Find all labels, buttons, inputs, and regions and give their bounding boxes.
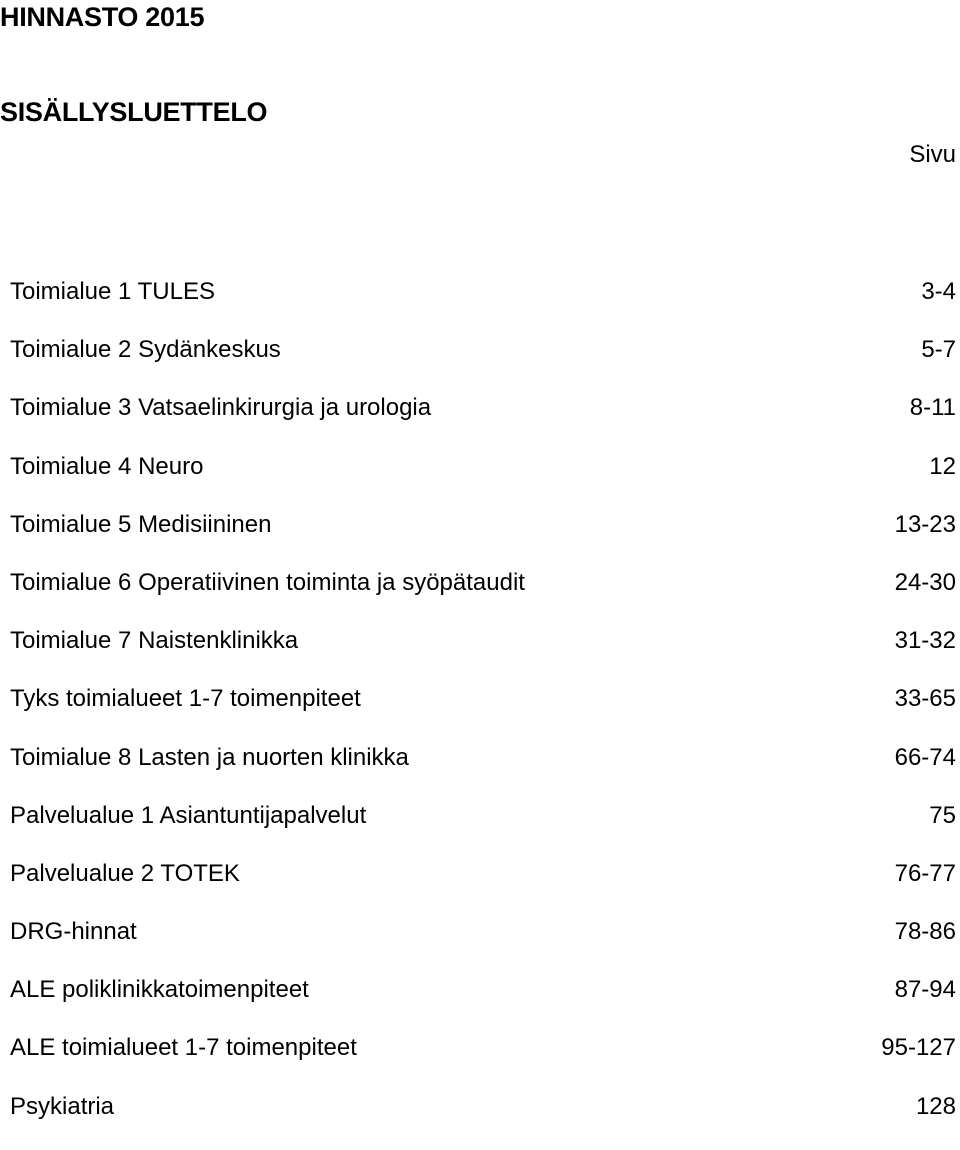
- toc-entry-title: Toimialue 2 Sydänkeskus: [10, 336, 281, 364]
- toc-entry-title: Toimialue 4 Neuro: [10, 452, 204, 480]
- toc-entry-pages: 75: [929, 801, 956, 829]
- toc-entry-title: Toimialue 8 Lasten ja nuorten klinikka: [10, 743, 409, 771]
- toc-entry-pages: 66-74: [894, 743, 956, 771]
- toc-entry-pages: 78-86: [894, 918, 956, 946]
- toc-entry-pages: 8-11: [909, 394, 956, 422]
- toc-entry-title: Palvelualue 2 TOTEK: [10, 859, 240, 887]
- page-column-label: Sivu: [909, 141, 956, 168]
- toc-list: [10, 277, 956, 1150]
- toc-entry: [10, 393, 956, 451]
- toc-entry-pages: 87-94: [894, 976, 956, 1004]
- toc-heading: SISÄLLYSLUETTELO: [0, 97, 268, 127]
- toc-entry-pages: 13-23: [894, 510, 956, 538]
- toc-entry-title: Toimialue 7 Naistenklinikka: [10, 627, 299, 655]
- toc-entry: [10, 801, 956, 859]
- document-title: HINNASTO 2015: [0, 2, 205, 32]
- toc-entry: [10, 917, 956, 975]
- toc-entry-pages: 76-77: [894, 859, 956, 887]
- toc-entry-title: Toimialue 3 Vatsaelinkirurgia ja urologia: [10, 394, 432, 422]
- toc-entry-pages: 95-127: [881, 1034, 956, 1062]
- toc-entry-pages: 33-65: [894, 685, 956, 713]
- toc-entry-title: Toimialue 1 TULES: [10, 278, 215, 305]
- toc-entry-title: Tyks toimialueet 1-7 toimenpiteet: [10, 685, 361, 713]
- toc-entry: [10, 975, 956, 1033]
- toc-entry: [10, 684, 956, 742]
- toc-entry: [10, 1033, 956, 1091]
- toc-entry: [10, 510, 956, 568]
- toc-entry-pages: 12: [929, 452, 956, 480]
- toc-entry-pages: 5-7: [921, 336, 956, 364]
- toc-entry-title: ALE poliklinikkatoimenpiteet: [10, 976, 309, 1004]
- toc-entry-pages: 3-4: [921, 278, 956, 305]
- toc-entry: [10, 568, 956, 626]
- toc-entry: [10, 743, 956, 801]
- toc-entry-title: DRG-hinnat: [10, 918, 137, 946]
- toc-entry: [10, 626, 956, 684]
- toc-entry: [10, 277, 956, 335]
- toc-entry: [10, 859, 956, 917]
- toc-entry: [10, 1092, 956, 1150]
- toc-entry: [10, 452, 956, 510]
- toc-entry: [10, 335, 956, 393]
- toc-entry-title: Psykiatria: [10, 1092, 115, 1120]
- toc-entry-pages: 128: [915, 1092, 956, 1120]
- toc-entry-pages: 24-30: [894, 568, 956, 596]
- toc-entry-title: Palvelualue 1 Asiantuntijapalvelut: [10, 801, 367, 829]
- toc-entry-title: ALE toimialueet 1-7 toimenpiteet: [10, 1034, 357, 1062]
- toc-entry-title: Toimialue 6 Operatiivinen toiminta ja syöpätaudit: [10, 568, 525, 596]
- toc-entry-title: Toimialue 5 Medisiininen: [10, 510, 272, 538]
- toc-entry-pages: 31-32: [894, 627, 956, 655]
